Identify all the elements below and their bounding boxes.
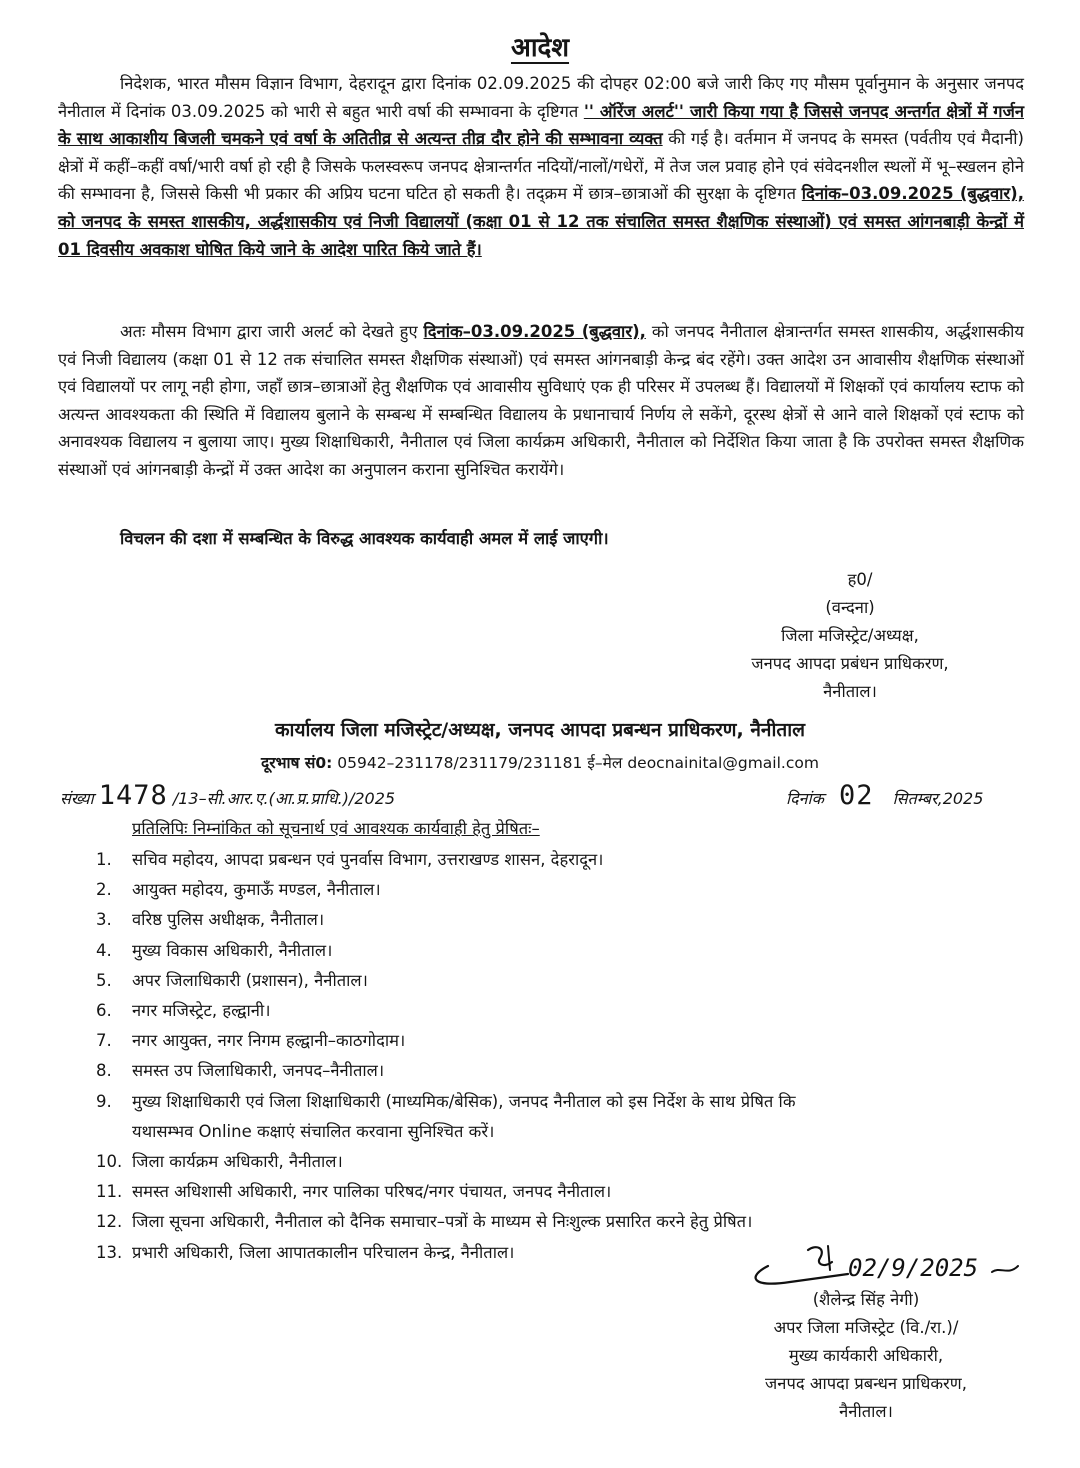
list-item: 8. समस्त उप जिलाधिकारी, जनपद–नैनीताल।	[96, 1061, 385, 1081]
order-title: आदेश	[510, 33, 570, 63]
list-item: 7. नगर आयुक्त, नगर निगम हल्द्वानी–काठगोदाम।	[96, 1031, 406, 1051]
signatory-authority: जनपद आपदा प्रबन्धन प्राधिकरण,	[765, 1374, 967, 1393]
list-item: 10. जिला कार्यक्रम अधिकारी, नैनीताल।	[96, 1152, 343, 1172]
signed-mark: ह0/	[847, 570, 873, 589]
order-paragraph-1: निदेशक, भारत मौसम विज्ञान विभाग, देहरादून द्वारा दिनांक 02.09.2025 की दोपहर 02:00 बजे जारी किए गए मौसम पूर्वानुमान के अनुसार जनपद नैनीताल में दिनांक 03.09.2025 को भारी से बहुत भारी वर्षा की सम्भावना के दृष्टिगत '' ऑरेंज अलर्ट'' जारी किया गया है जिससे जनपद अन्तर्गत क्षेत्रों में गर्जन के साथ आकाशीय बिजली चमकने एवं वर्षा के अतितीव्र से अत्यन्त तीव्र दौर होने की सम्भावना व्यक्त की गई है। वर्तमान में जनपद के समस्त (पर्वतीय एवं मैदानी) क्षेत्रों में कहीं–कहीं वर्षा/भारी वर्षा हो रही है जिसके फलस्वरूप जनपद क्षेत्रान्तर्गत नदियों/नालों/गधेरों, में तेज जल प्रवाह होने एवं संवेदनशील स्थलों में भू–स्खलन होने की सम्भावना है, जिससे किसी भी प्रकार की अप्रिय घटना घटित हो सकती है। तद्क्रम में छात्र–छात्राओं की सुरक्षा के दृष्टिगत दिनांक–03.09.2025 (बुद्धवार), को जनपद के समस्त शासकीय, अर्द्धशासकीय एवं निजी विद्यालयों (कक्षा 01 से 12 तक संचालित समस्त शैक्षणिक संस्थाओं) एवं समस्त आंगनबाड़ी केन्द्रों में 01 दिवसीय अवकाश घोषित किये जाने के आदेश पारित किये जाते हैं।	[58, 74, 1024, 259]
signatory-designation: अपर जिला मजिस्ट्रेट (वि./रा.)/	[773, 1318, 959, 1337]
office-contact: दूरभाष सं0: 05942–231178/231179/231181 ई–मेल deocnainital@gmail.com	[261, 754, 819, 772]
signatory-authority: जनपद आपदा प्रबंधन प्राधिकरण,	[751, 654, 949, 673]
handwritten-number: 1478	[98, 780, 168, 811]
order-paragraph-2: अतः मौसम विभाग द्वारा जारी अलर्ट को देखते हुए दिनांक–03.09.2025 (बुद्धवार), को जनपद नैनीताल क्षेत्रान्तर्गत समस्त शासकीय, अर्द्धशासकीय एवं निजी विद्यालय (कक्षा 01 से 12 तक संचालित समस्त शैक्षणिक संस्थाओं) एवं समस्त आंगनबाड़ी केन्द्र बंद रहेंगे। उक्त आदेश उन आवासीय शैक्षणिक संस्थाओं एवं विद्यालयों पर लागू नही होगा, जहाँ छात्र–छात्राओं हेतु शैक्षणिक एवं आवासीय सुविधाएं एक ही परिसर में उपलब्ध हैं। विद्यालयों में शिक्षकों एवं कार्यालय स्टाफ को अत्यन्त आवश्यकता की स्थिति में विद्यालय बुलाने के सम्बन्ध में सम्बन्धित विद्यालय के प्रधानाचार्य निर्णय ले सकेंगे, दूरस्थ क्षेत्रों से आने वाले शिक्षकों एवं स्टाफ को अनावश्यक विद्यालय न बुलाया जाए। मुख्य शिक्षाधिकारी, नैनीताल एवं जिला कार्यक्रम अधिकारी, नैनीताल को निर्देशित किया जाता है कि उपरोक्त समस्त शैक्षणिक संस्थाओं एवं आंगनबाड़ी केन्द्रों में उक्त आदेश का अनुपालन कराना सुनिश्चित करायेंगे।	[58, 322, 1025, 479]
copy-recipient-list	[96, 845, 1036, 1268]
signatory-block-2	[716, 1286, 1016, 1426]
list-item: 11. समस्त अधिशासी अधिकारी, नगर पालिका परिषद/नगर पंचायत, जनपद नैनीताल।	[96, 1182, 612, 1202]
list-item: 4. मुख्य विकास अधिकारी, नैनीताल।	[96, 940, 333, 960]
reference-date: दिनांक 02 सितम्बर,2025	[786, 780, 984, 811]
holiday-decision-text: दिनांक–03.09.2025 (बुद्धवार), को जनपद के समस्त शासकीय, अर्द्धशासकीय एवं निजी विद्यालयों (कक्षा 01 से 12 तक संचालित समस्त शैक्षणिक संस्थाओं) एवं समस्त आंगनबाड़ी केन्द्रों में 01 दिवसीय अवकाश घोषित किये जाने के आदेश पारित किये जाते हैं।	[58, 184, 1024, 259]
closure-date-text: दिनांक–03.09.2025 (बुद्धवार),	[423, 322, 646, 341]
list-item: 3. वरिष्ठ पुलिस अधीक्षक, नैनीताल।	[96, 910, 325, 930]
signatory-place: नैनीताल।	[823, 682, 877, 701]
handwritten-date-day: 02	[839, 780, 874, 811]
signatory-name: (शैलेन्द्र सिंह नेगी)	[812, 1290, 920, 1309]
list-item: 5. अपर जिलाधिकारी (प्रशासन), नैनीताल।	[96, 970, 368, 990]
phone-numbers: 05942–231178/231179/231181	[337, 754, 583, 772]
signatory-block-1	[700, 566, 1000, 706]
reference-number: संख्या 1478 /13–सी.आर.ए.(आ.प्र.प्राधि.)/2025	[60, 780, 396, 811]
copy-header: प्रतिलिपिः निम्नांकित को सूचनार्थ एवं आवश्यक कार्यवाही हेतु प्रेषितः–	[132, 819, 540, 838]
order-paragraph-3: विचलन की दशा में सम्बन्धित के विरुद्ध आवश्यक कार्यवाही अमल में लाई जाएगी।	[120, 529, 609, 548]
orange-alert-text: '' ऑरेंज अलर्ट'' जारी किया गया है जिससे जनपद अन्तर्गत क्षेत्रों में गर्जन के साथ आकाशीय बिजली चमकने एवं वर्षा के अतितीव्र से अत्यन्त तीव्र दौर होने की सम्भावना व्यक्त	[58, 101, 1024, 149]
list-item: 1. सचिव महोदय, आपदा प्रबन्धन एवं पुनर्वास विभाग, उत्तराखण्ड शासन, देहरादून।	[96, 850, 604, 869]
list-item: 9. मुख्य शिक्षाधिकारी एवं जिला शिक्षाधिकारी (माध्यमिक/बेसिक), जनपद नैनीताल को इस निर्देश के साथ प्रेषित कि यथासम्भव Online कक्षाएं संचालित करवाना सुनिश्चित करें।	[96, 1091, 796, 1141]
signature-date-text: 02/9/2025	[848, 1254, 979, 1282]
signatory-designation: जिला मजिस्ट्रेट/अध्यक्ष,	[781, 626, 919, 645]
list-item: 12. जिला सूचना अधिकारी, नैनीताल को दैनिक समाचार–पत्रों के माध्यम से निःशुल्क प्रसारित करने हेतु प्रेषित।	[96, 1212, 753, 1232]
signatory-place: नैनीताल।	[839, 1402, 893, 1421]
signatory-name: (वन्दना)	[825, 598, 875, 617]
list-item: 6. नगर मजिस्ट्रेट, हल्द्वानी।	[96, 1001, 271, 1021]
email-address: deocnainital@gmail.com	[627, 754, 819, 772]
signatory-designation-2: मुख्य कार्यकारी अधिकारी,	[788, 1346, 944, 1365]
office-heading: कार्यालय जिला मजिस्ट्रेट/अध्यक्ष, जनपद आपदा प्रबन्धन प्राधिकरण, नैनीताल	[274, 719, 806, 741]
list-item: 13. प्रभारी अधिकारी, जिला आपातकालीन परिचालन केन्द्र, नैनीताल।	[96, 1242, 515, 1262]
list-item: 2. आयुक्त महोदय, कुमाऊँ मण्डल, नैनीताल।	[96, 880, 381, 900]
